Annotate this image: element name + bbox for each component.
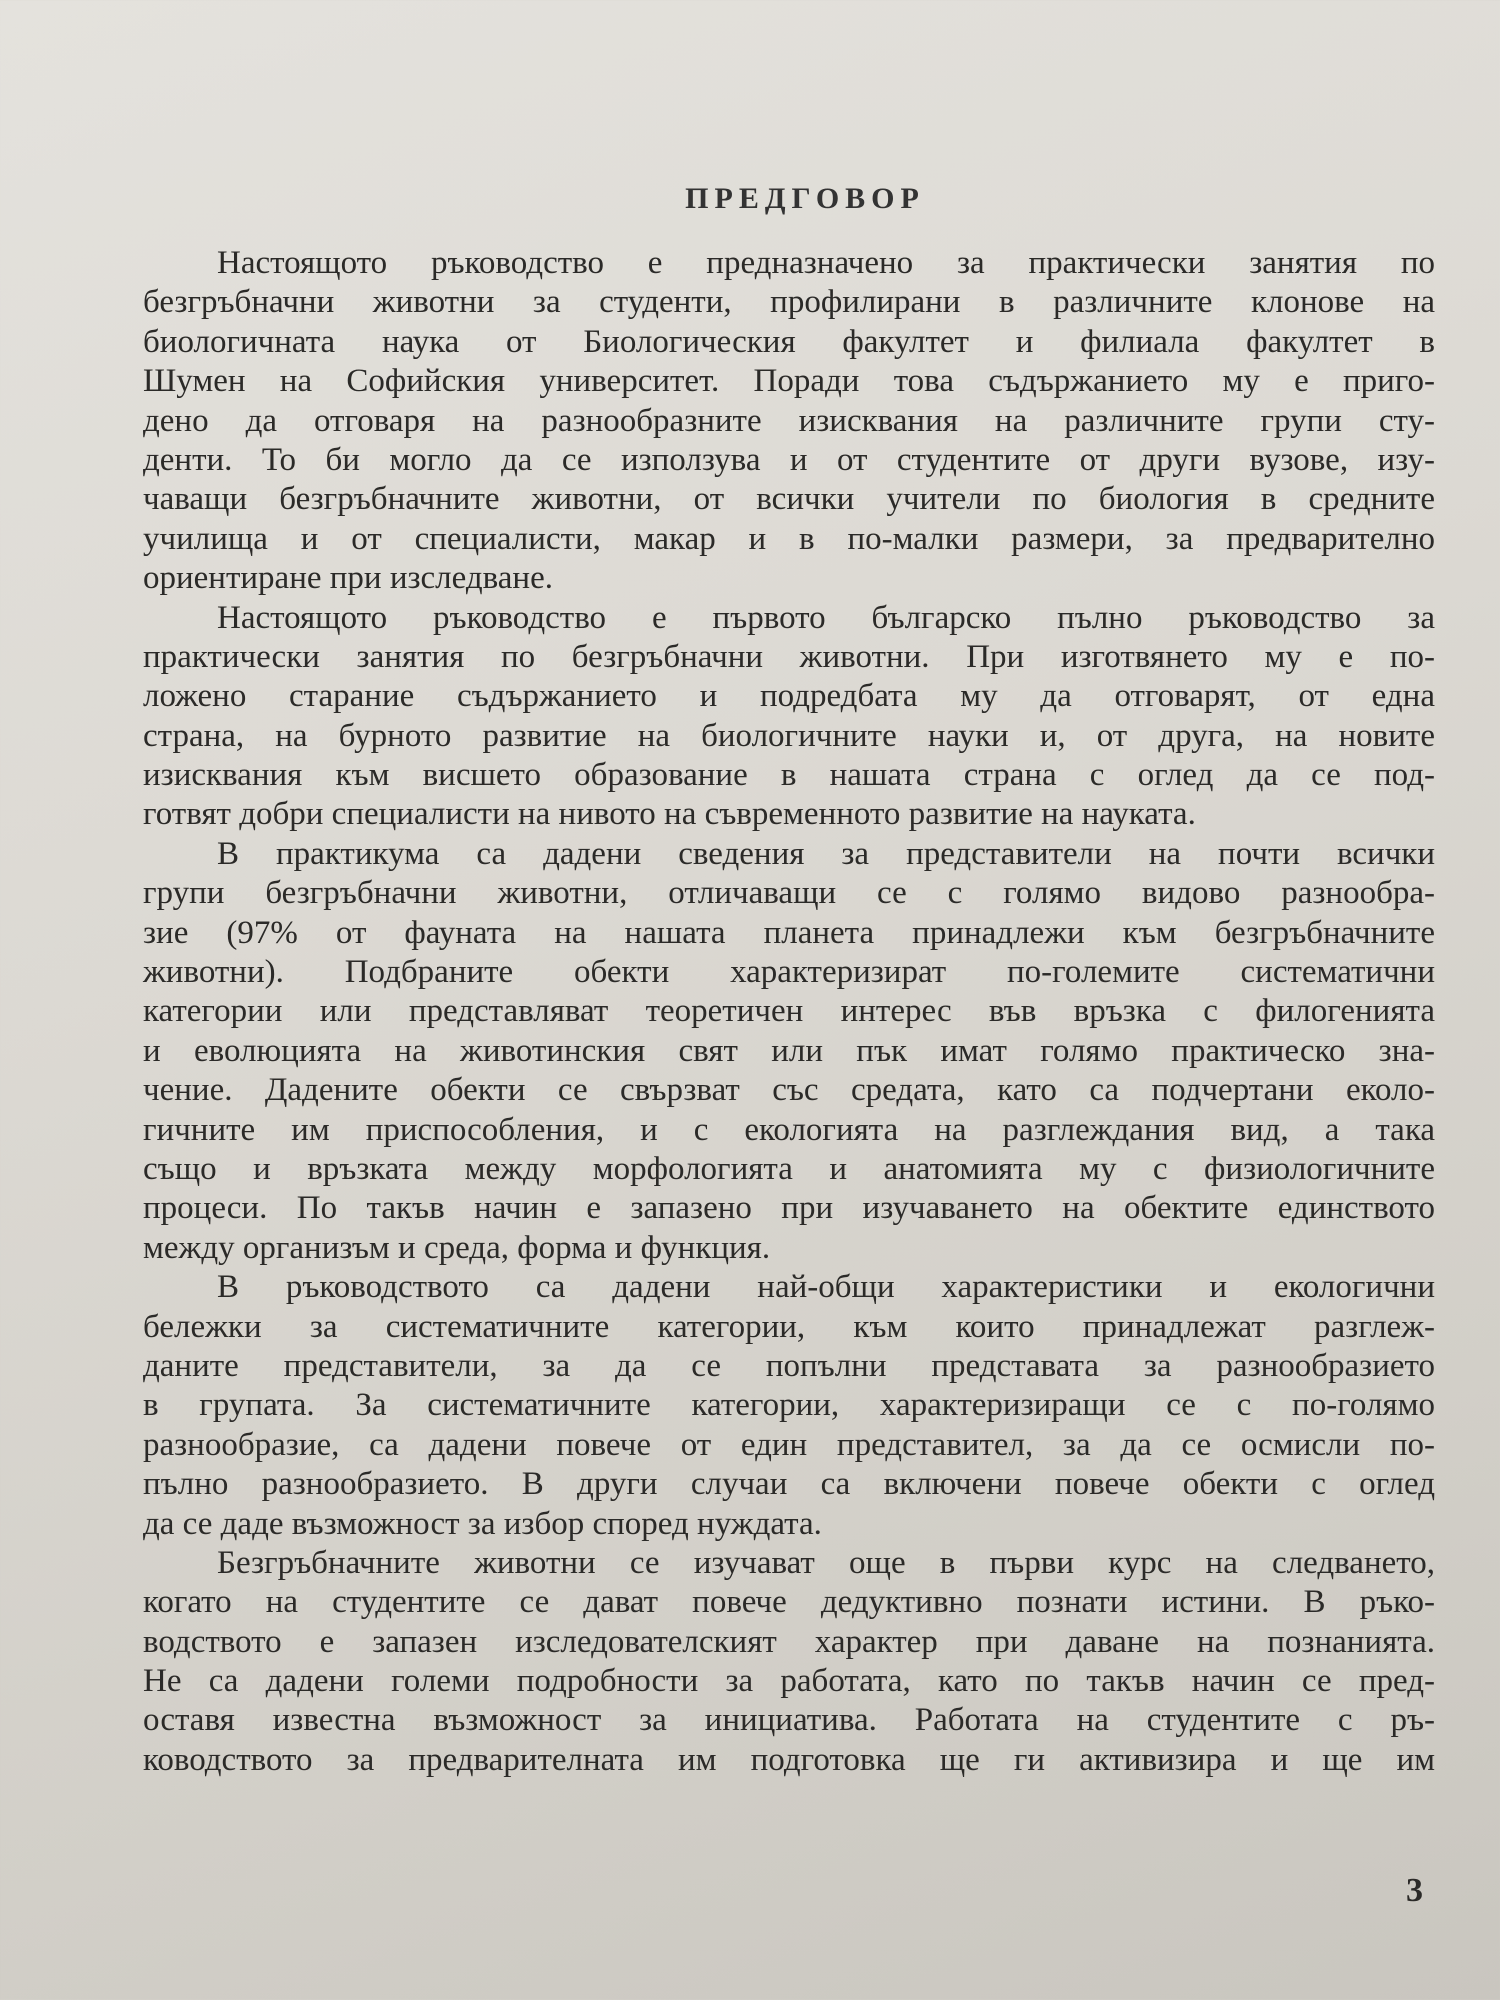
- text-line: също и връзката между морфологията и анатомията му с физиологичните: [143, 1150, 1435, 1187]
- text-line: водството е запазен изследователският характер при даване на познанията.: [143, 1623, 1435, 1660]
- text-line: между организъм и среда, форма и функция.: [143, 1229, 771, 1266]
- text-line: категории или представляват теоретичен интерес във връзка с филогенията: [143, 993, 1435, 1030]
- text-line: В практикума са дадени сведения за представители на почти всички: [217, 835, 1435, 872]
- text-line: и еволюцията на животинския свят или пък имат голямо практическо зна-: [143, 1032, 1435, 1069]
- text-line: групи безгръбначни животни, отличаващи се с голямо видово разнообра-: [143, 875, 1435, 912]
- paragraph: [143, 244, 1435, 599]
- text-line: когато на студентите се дават повече дедуктивно познати истини. В ръко-: [143, 1584, 1435, 1621]
- text-line: дено да отговаря на разнообразните изисквания на различните групи сту-: [143, 402, 1435, 439]
- text-line: бележки за систематичните категории, към които принадлежат разглеж-: [143, 1308, 1435, 1345]
- paragraph: [143, 1268, 1435, 1544]
- text-line: Безгръбначните животни се изучават още в първи курс на следването,: [217, 1544, 1435, 1581]
- text-line: Настоящото ръководство е предназначено за практически занятия по: [217, 245, 1435, 281]
- text-line: готвят добри специалисти на нивото на съвременното развитие на науката.: [143, 796, 1196, 833]
- text-line: ководството за предварителната им подготовка ще ги активизира и ще им: [143, 1741, 1435, 1778]
- text-line: чение. Дадените обекти се свързват със средата, като са подчертани еколо-: [143, 1072, 1435, 1109]
- text-line: безгръбначни животни за студенти, профилирани в различните клонове на: [143, 284, 1435, 321]
- text-line: изисквания към висшето образование в нашата страна с оглед да се под-: [143, 757, 1435, 794]
- paragraph: [143, 1544, 1435, 1780]
- paragraph: [143, 835, 1435, 1268]
- page-title: ПРЕДГОВОР: [685, 182, 925, 215]
- body-text: [143, 244, 1435, 1780]
- text-line: В ръководството са дадени най-общи характеристики и екологични: [217, 1269, 1435, 1306]
- text-line: зие (97% от фауната на нашата планета принадлежи към безгръбначните: [143, 914, 1435, 951]
- text-line: биологичната наука от Биологическия факултет и филиала факултет в: [143, 323, 1435, 360]
- text-line: денти. То би могло да се използува и от студентите от други вузове, изу-: [143, 441, 1435, 478]
- text-line: гичните им приспособления, и с екологията на разглеждания вид, а така: [143, 1111, 1435, 1148]
- text-line: чаващи безгръбначните животни, от всички учители по биология в средните: [143, 481, 1435, 518]
- text-line: Не са дадени големи подробности за работата, като по такъв начин се пред-: [143, 1663, 1435, 1700]
- text-line: страна, на бурното развитие на биологичните науки и, от друга, на новите: [143, 717, 1435, 754]
- text-line: да се даде възможност за избор според нуждата.: [143, 1505, 822, 1542]
- text-line: училища и от специалисти, макар и в по-малки размери, за предварително: [143, 520, 1435, 557]
- paragraph: [143, 599, 1435, 835]
- page-number: 3: [1406, 1872, 1423, 1909]
- text-line: процеси. По такъв начин е запазено при изучаването на обектите единството: [143, 1190, 1435, 1227]
- text-line: практически занятия по безгръбначни животни. При изготвянето му е по-: [143, 638, 1435, 675]
- text-line: ориентиране при изследване.: [143, 560, 553, 597]
- text-line: ложено старание съдържанието и подредбата му да отговарят, от една: [143, 678, 1435, 715]
- text-line: пълно разнообразието. В други случаи са включени повече обекти с оглед: [143, 1466, 1435, 1503]
- text-line: даните представители, за да се попълни представата за разнообразието: [143, 1347, 1435, 1384]
- text-line: в групата. За систематичните категории, характеризиращи се с по-голямо: [143, 1387, 1435, 1424]
- text-line: Настоящото ръководство е първото българско пълно ръководство за: [217, 599, 1435, 636]
- text-line: оставя известна възможност за инициатива. Работата на студентите с ръ-: [143, 1702, 1435, 1739]
- text-line: Шумен на Софийския университет. Поради това съдържанието му е приго-: [143, 363, 1435, 400]
- text-line: животни). Подбраните обекти характеризират по-големите систематични: [143, 954, 1435, 991]
- text-line: разнообразие, са дадени повече от един представител, за да се осмисли по-: [143, 1426, 1435, 1463]
